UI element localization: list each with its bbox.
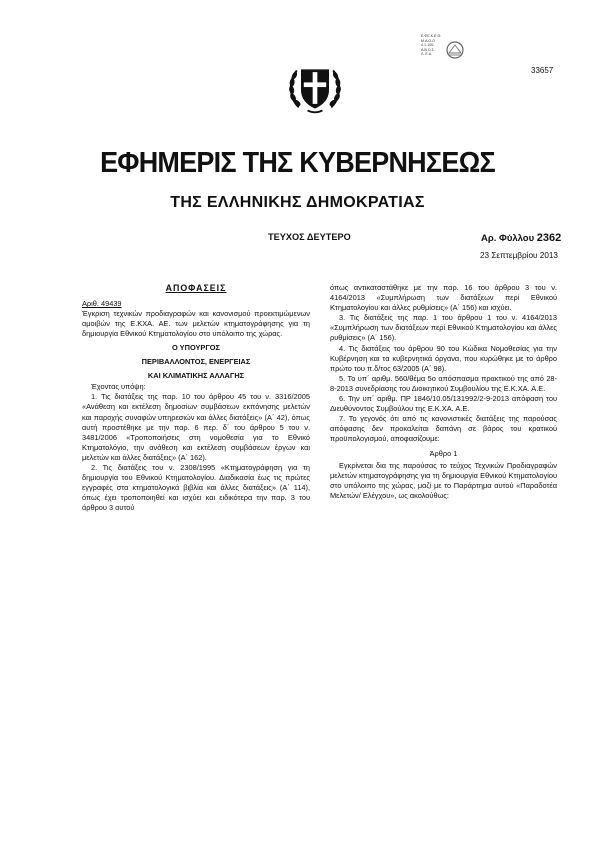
decision-number: Αριθ. 49439 (82, 299, 122, 309)
minister-line: ΚΑΙ ΚΛΙΜΑΤΙΚΗΣ ΑΛΛΑΓΗΣ (147, 370, 245, 380)
stamp-line: Μ.Α.Ο.Ο (421, 38, 435, 43)
page-number: 33657 (531, 66, 554, 75)
stamp-line: Ε.ΦΕ.Κ.Ε.Θ. (421, 34, 442, 38)
issue-date: 23 Σεπτεμβρίου 2013 (479, 251, 558, 260)
stamp-line: 4.1-100. (421, 43, 435, 48)
digital-signature-stamp (421, 34, 481, 72)
gazette-subtitle: ΤΗΣ ΕΛΛΗΝΙΚΗΣ ΔΗΜΟΚΡΑΤΙΑΣ (170, 194, 425, 211)
stamp-line: Λ. Ε.Α. (421, 52, 433, 57)
right-column (330, 283, 557, 501)
stamp-line: Α.Β.Ο.Σ. (421, 47, 435, 52)
issue-number: 2362 (536, 232, 562, 244)
section-heading: ΑΠΟΦΑΣΕΙΣ (165, 283, 227, 293)
minister-line: Ο ΥΠΟΥΡΓΟΣ (172, 343, 220, 353)
article-heading: Άρθρο 1 (429, 448, 458, 458)
stamp-seal-icon (445, 40, 465, 60)
decision-summary: Έγκριση τεχνικών προδιαγραφών και κανονισμού προεκτιμώμενων αμοιβών της Ε.ΚΧΑ. ΑΕ. των μελετών κτηματογράφησης για τη δημιουργία Εθνικού Κτηματολογίου στο υπόλοιπο της χώρας. (82, 309, 310, 339)
issue-type: ΤΕΥΧΟΣ ΔΕΥΤΕΡΟ (268, 232, 351, 242)
issue-number-line (481, 232, 561, 244)
paragraph: 5. Το υπ΄ αριθμ. 560/θέμα 5ο απόσπασμα πρακτικού της από 28-8-2013 συνεδρίασης του Διοικητικού Συμβουλίου της Ε.Κ.ΧΑ. Α.Ε. (330, 373, 557, 393)
left-column (82, 283, 310, 513)
gazette-title: ΕΦΗΜΕΡΙΣ ΤΗΣ ΚΥΒΕΡΝΗΣΕΩΣ (100, 147, 495, 179)
paragraph: 7. Το γεγονός ότι από τις κανονιστικές διατάξεις της παρούσας απόφασης δεν προκαλείται δαπάνη σε βάρος του κρατικού προϋπολογισμού, αποφασίζουμε: (330, 414, 557, 444)
article-text: Εγκρίνεται δια της παρούσας το τεύχος Τεχνικών Προδιαγραφών μελετών κτηματογράφησης για τη δημιουργία Εθνικού Κτηματολογίου στο υπόλοιπο της χώρας, μαζί με το Παράρτημα αυτού «Παραδοτέα Μελετών/ Ελέγχου», ως ακολούθως: (330, 460, 557, 500)
paragraph: 1. Τις διατάξεις της παρ. 10 του άρθρου 45 του ν. 3316/2005 «Ανάθεση και εκτέλεση δημοσίων συμβάσεων εκπόνησης μελετών και παροχής συναφών υπηρεσιών και άλλες διατάξεις» (Α΄ 42), όπως αυτή προστέθηκε με την παρ. 6 περ. δ΄ του άρθρου 5 του ν. 3481/2006 «Τροποποιήσεις στη νομοθεσία για το Εθνικό Κτηματολόγιο, την ανάθεση και εκτέλεση συμβάσεων έργων και μελετών και άλλες διατάξεις» (Α΄ 162). (82, 392, 310, 462)
greek-coat-of-arms-icon (287, 60, 343, 116)
having-regard: Έχοντας υπόψη: (91, 382, 146, 392)
paragraph: 4. Τις διατάξεις του άρθρου 90 του Κώδικα Νομοθεσίας για την Κυβέρνηση και τα κυβερνητικά όργανα, που κυρώθηκε με το άρθρο πρώτο του π.δ/τος 63/2005 (Α΄ 98). (330, 343, 557, 373)
issue-label: Αρ. Φύλλου (481, 233, 535, 244)
paragraph: 3. Τις διατάξεις της παρ. 1 του άρθρου 1 του ν. 4164/2013 «Συμπλήρωση των διατάξεων περί Εθνικού Κτηματολογίου και άλλες ρυθμίσεις» (Α΄ 156). (330, 313, 557, 343)
minister-line: ΠΕΡΙΒΑΛΛΟΝΤΟΣ, ΕΝΕΡΓΕΙΑΣ (141, 357, 251, 367)
paragraph: 2. Τις διατάξεις του ν. 2308/1995 «Κτηματογράφηση για τη δημιουργία του Εθνικού Κτηματολογίου. Διαδικασία έως τις πρώτες εγγραφές στα κτηματολογικά βιβλία και άλλες διατάξεις» (Α΄ 114), όπως έχει τροποποιηθεί και ισχύει και ειδικότερα την παρ. 3 του άρθρου 3 αυτού (82, 463, 310, 513)
paragraph-continued: όπως αντικαταστάθηκε με την παρ. 16 του άρθρου 3 του ν. 4164/2013 «Συμπλήρωση των διατάξεων περί Εθνικού Κτηματολογίου και άλλες ρυθμίσεις» (Α΄ 156) και ισχύει. (330, 283, 557, 313)
paragraph: 6. Την υπ΄ αριθμ. ΠΡ 1846/10.05/131992/2-9-2013 απόφαση του Διευθύνοντος Συμβούλου της Ε.Κ.ΧΑ. Α.Ε. (330, 394, 557, 414)
